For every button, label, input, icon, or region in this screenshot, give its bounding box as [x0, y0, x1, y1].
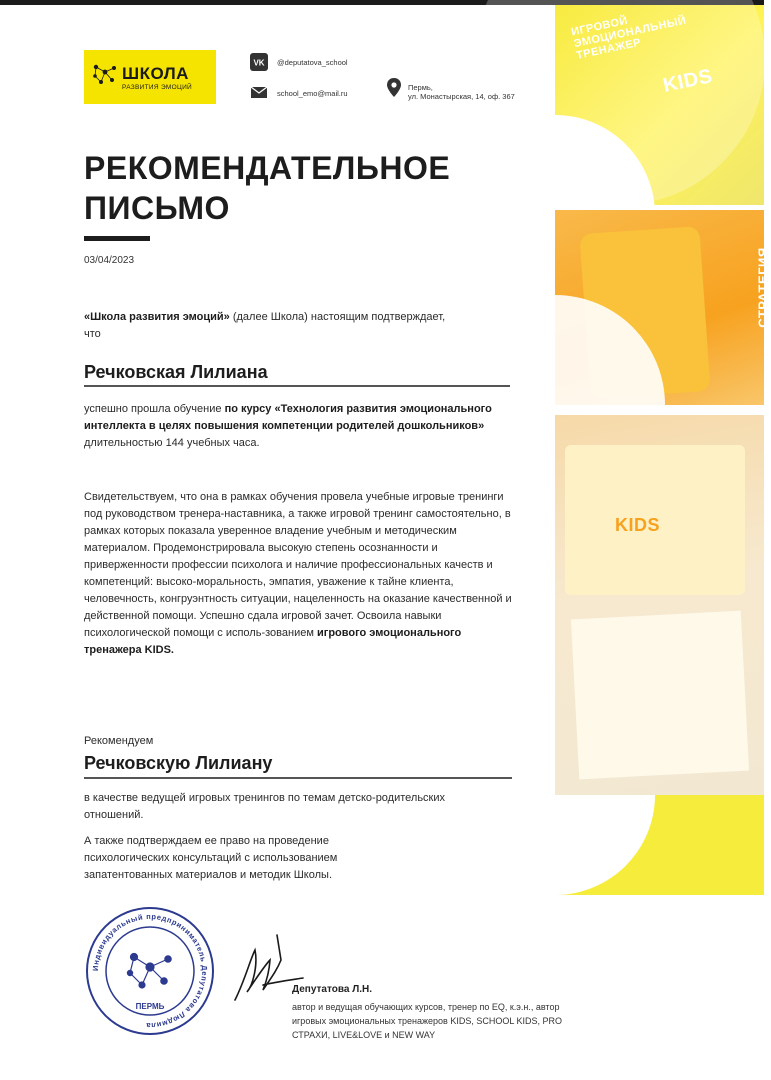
deco-label-trainer: ИГРОВОЙ ЭМОЦИОНАЛЬНЫЙ ТРЕНАЖЕР	[570, 14, 688, 62]
deco-panel-yellow	[555, 5, 764, 205]
deco-label-kids: KIDS	[661, 65, 715, 97]
deco-panel-yellow-bottom	[555, 795, 764, 895]
stamp-ring-text: Индивидуальный предприниматель Депутатова Людмила	[90, 911, 210, 1031]
school-name-bold: «Школа развития эмоций»	[84, 311, 230, 323]
signer-description: автор и ведущая обучающих курсов, тренер по EQ, к.э.н., автор игровых эмоциональных тренажеров KIDS, SCHOOL KIDS, PRO СТРАХИ, LIVE&LOVE и NEW WAY	[292, 1002, 563, 1040]
school-logo	[84, 50, 216, 104]
intro-text: (далее Школа) настоящим подтверждает, что	[84, 311, 446, 340]
title-underline	[84, 236, 150, 241]
body-text: Свидетельствуем, что она в рамках обучения провела учебные игровые тренинги под руководством тренера-наставника, а также игровой тренинг самостоятельно, в рамках которых показала уверенное владение учебным и методическим материалом. Продемонстрировала высокую степень осознанности и приверженности профессии психолога и наличие профессиональных качеств и компетенций: высоко-моральность, эмпатия, уважение к тайне клиента, человечность, конгруэнтность ситуации, нацеленность на оказание качественной и действенной помощи. Успешно сдала игровой зачет. Освоила навыки психологической помощи с исполь-зованием	[84, 491, 512, 639]
recommend-label: Рекомендуем	[84, 735, 154, 747]
decorative-photo-column	[555, 5, 771, 895]
deco-label-kids-2: KIDS	[615, 515, 661, 535]
deco-panel-orange	[555, 210, 771, 405]
course-paragraph	[84, 401, 504, 452]
course-title-bold: по курсу «Технология развития эмоционального интеллекта в целях повышения компетенции родителей дошкольников»	[84, 403, 492, 432]
email-address[interactable]: school_emo@mail.ru	[277, 89, 348, 98]
role-paragraph: в качестве ведущей игровых тренингов по темам детско-родительских отношений.	[84, 792, 446, 821]
intro-paragraph	[84, 309, 464, 343]
page-title	[84, 148, 450, 228]
rights-paragraph: А также подтверждаем ее право на проведение психологических консультаций с использованием запатентованных материалов и методик Школы.	[84, 835, 338, 881]
letter-date: 03/04/2023	[84, 255, 135, 266]
recommend-name-rule	[84, 777, 512, 779]
address-city: Пермь,	[408, 83, 433, 92]
official-stamp	[84, 905, 216, 1037]
body-bold-text: игрового эмоционального тренажера KIDS.	[84, 627, 462, 656]
student-name: Речковская Лилиана	[84, 362, 268, 382]
body-paragraph	[84, 489, 512, 659]
logo-subtitle: РАЗВИТИЯ ЭМОЦИЙ	[122, 84, 193, 91]
vk-icon	[250, 53, 268, 71]
network-dots-icon	[92, 62, 118, 88]
stamp-city: ПЕРМЬ	[135, 1002, 165, 1011]
address-street: ул. Монастырская, 14, оф. 367	[408, 92, 515, 101]
title-line-1: РЕКОМЕНДАТЕЛЬНОЕ	[84, 150, 451, 186]
svg-text:VK: VK	[253, 58, 265, 68]
signer-name: Депутатова Л.Н.	[292, 984, 373, 995]
recommend-name: Речковскую Лилиану	[84, 753, 273, 773]
logo-name: ШКОЛА	[122, 64, 189, 83]
student-name-rule	[84, 385, 510, 387]
vk-handle[interactable]: @deputatova_school	[277, 58, 348, 67]
course-duration: длительностью 144 учебных часа.	[84, 437, 260, 449]
deco-label-strategy: СТРАТЕГИЯ	[755, 247, 771, 328]
location-pin-icon	[386, 78, 402, 98]
deco-panel-beige	[555, 415, 764, 795]
title-line-2: ПИСЬМО	[84, 190, 230, 226]
mail-icon	[250, 83, 268, 101]
course-pre-text: успешно прошла обучение	[84, 403, 225, 415]
